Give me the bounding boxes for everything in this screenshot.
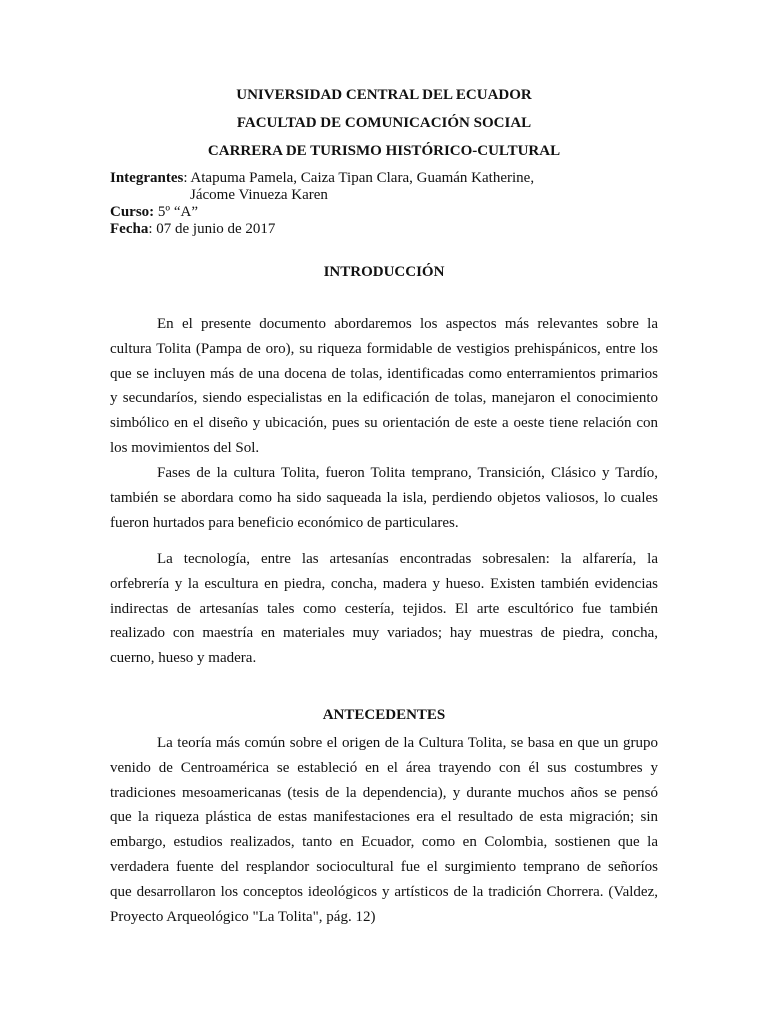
university-heading: UNIVERSIDAD CENTRAL DEL ECUADOR (236, 87, 532, 103)
intro-paragraph-3 (110, 547, 658, 671)
paragraph-line: simbólico en el diseño y ubicación, pues su orientación de este a oeste tiene relación con (110, 415, 658, 432)
paragraph-line: En el presente documento abordaremos los aspectos más relevantes sobre la (157, 316, 658, 332)
paragraph-line: realizado con maestría en materiales muy variados; hay muestras de piedra, concha, (110, 625, 658, 642)
faculty-heading: FACULTAD DE COMUNICACIÓN SOCIAL (236, 115, 532, 131)
paragraph-line: que desarrollaron los conceptos ideológicos y artísticos de la tradición Chorrera. (Valdez, (110, 883, 658, 900)
course-label: Curso: (110, 204, 155, 220)
intro-paragraph-2 (110, 461, 658, 535)
date-value: : 07 de junio de 2017 (148, 221, 276, 237)
paragraph-line: embargo, estudios realizados, tanto en Ecuador, como en Colombia, sostienen que la (110, 834, 658, 851)
paragraph-line: La teoría más común sobre el origen de la Cultura Tolita, se basa en que un grupo (157, 735, 658, 751)
paragraph-line: cuerno, hueso y madera. (110, 650, 257, 667)
paragraph-line: tradiciones mesoamericanas (tesis de la dependencia), y durante muchos años se pensó (110, 784, 658, 801)
paragraph-line: Proyecto Arqueológico "La Tolita", pág. 12) (110, 908, 376, 925)
course-line (110, 204, 198, 221)
course-value: 5º “A” (154, 204, 198, 220)
date-label: Fecha (110, 221, 149, 237)
members-line (110, 170, 534, 187)
paragraph-line: que la riqueza plástica de estas manifestaciones era el resultado de esta migración; sin (110, 809, 658, 826)
date-line (110, 221, 275, 238)
paragraph-line: orfebrería y la escultura en piedra, concha, madera y hueso. Existen también evidencias (110, 575, 658, 592)
career-heading: CARRERA DE TURISMO HISTÓRICO-CULTURAL (207, 143, 561, 159)
background-paragraph-1 (110, 731, 658, 929)
members-names-line1: : Atapuma Pamela, Caiza Tipan Clara, Guamán Katherine, (183, 170, 535, 186)
paragraph-line: cultura Tolita (Pampa de oro), su riqueza formidable de vestigios prehispánicos, entre los (110, 340, 658, 357)
paragraph-line: indirectas de artesanías tales como cestería, tejidos. El arte escultórico fue también (110, 600, 658, 617)
paragraph-line: los movimientos del Sol. (110, 439, 260, 456)
introduction-title: INTRODUCCIÓN (323, 264, 445, 280)
paragraph-line: fueron hurtados para beneficio económico de particulares. (110, 514, 459, 531)
members-names-line2: Jácome Vinueza Karen (190, 187, 328, 203)
paragraph-line: también se abordara como ha sido saqueada la isla, perdiendo objetos valiosos, lo cuales (110, 489, 658, 506)
background-title: ANTECEDENTES (322, 707, 446, 723)
paragraph-line: venido de Centroamérica se estableció en el área trayendo con él sus costumbres y (110, 759, 658, 776)
paragraph-line: que se incluyen más de una docena de tolas, identificadas como enterramientos primarios (110, 365, 658, 382)
paragraph-line: La tecnología, entre las artesanías encontradas sobresalen: la alfarería, la (157, 551, 658, 567)
paragraph-line: Fases de la cultura Tolita, fueron Tolita temprano, Transición, Clásico y Tardío, (157, 465, 658, 481)
intro-paragraph-1 (110, 312, 658, 461)
paragraph-line: verdadera fuente del resplandor sociocultural fue el surgimiento temprano de señoríos (110, 858, 658, 875)
members-label: Integrantes (110, 170, 184, 186)
paragraph-line: y secundaríos, siendo especialistas en la edificación de tolas, manejaron el conocimiento (110, 390, 658, 407)
